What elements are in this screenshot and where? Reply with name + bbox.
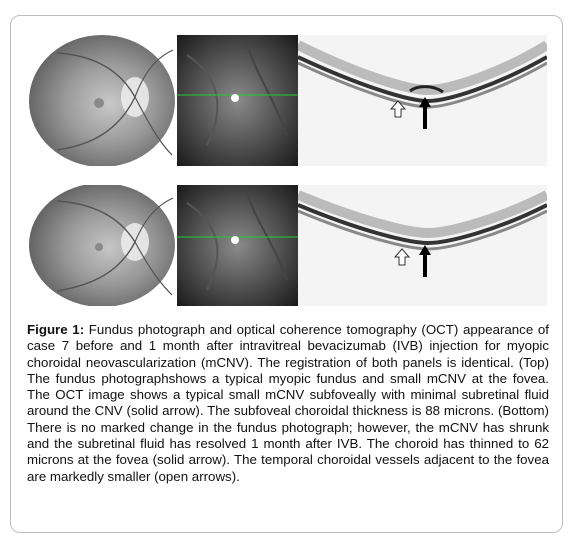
figure-caption [27,322,549,485]
oct-scan-bottom [298,185,547,306]
caption-label: Figure 1: [27,322,85,337]
caption-text: Fundus photograph and optical coherence tomography (OCT) appearance of case 7 before and 1 month after intravitreal bevacizumab (IVB) injection for myopic choroidal neovascularization (mCNV). The registration of both panels is identical. (Top) The fundus photographshows a typical myopic fundus and small mCNV at the fovea. The OCT image shows a typical small mCNV subfoveally with minimal subretinal fluid around the CNV (solid arrow). The subfoveal choroidal thickness is 88 microns. (Bottom) There is no marked change in the fundus photograph; however, the mCNV has shrunk and the subretinal fluid has resolved 1 month after IVB. The choroid has thinned to 62 microns at the fovea (solid arrow). The temporal choroidal vessels adjacent to the fovea are markedly smaller (open arrows). [27,322,549,484]
fundus-photograph-top [27,35,177,166]
infrared-image-top [177,35,298,166]
bottom-panel [27,185,547,306]
infrared-image-bottom [177,185,298,306]
oct-scan-top [298,35,547,166]
top-panel [27,35,547,166]
fundus-photograph-bottom [27,185,177,306]
